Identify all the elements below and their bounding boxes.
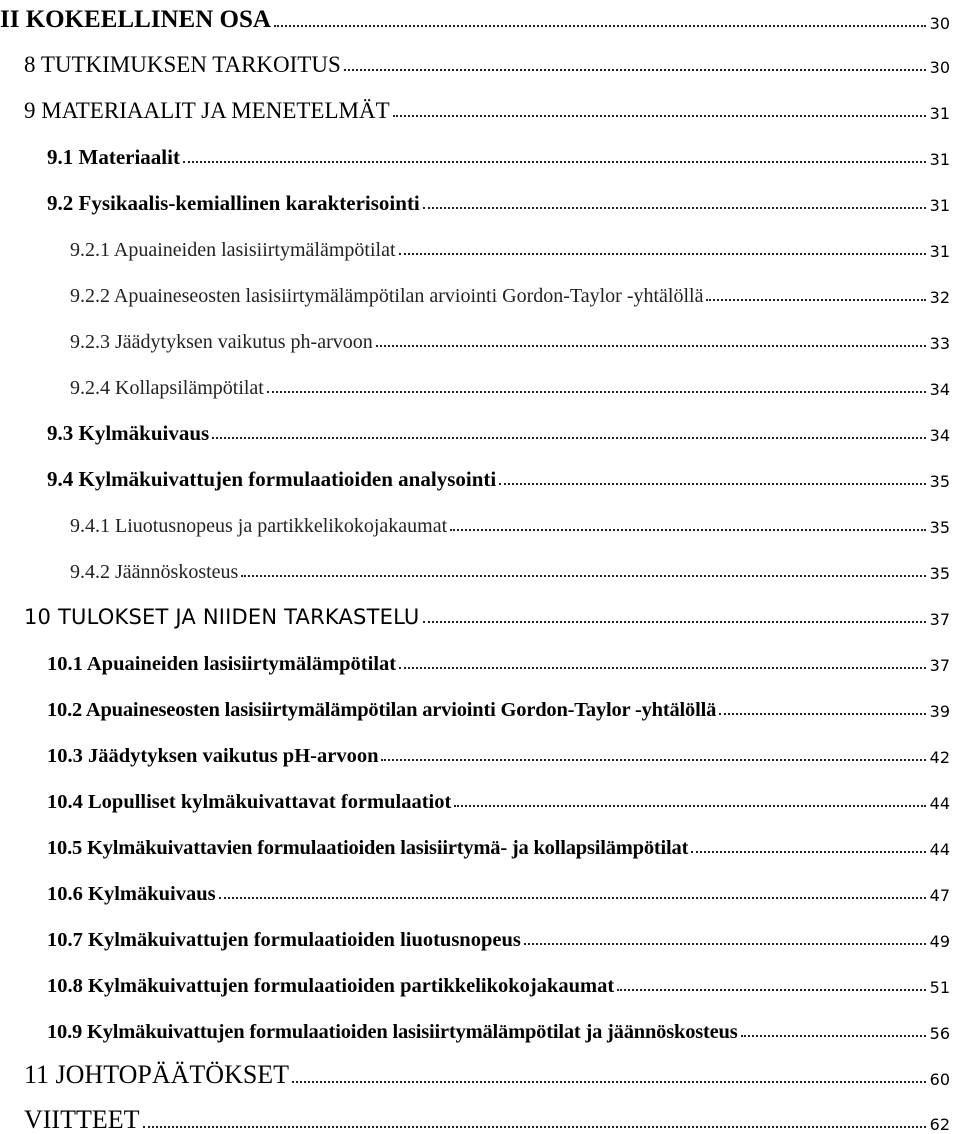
- toc-entry[interactable]: [0, 122, 960, 168]
- toc-entry[interactable]: [0, 950, 960, 996]
- dot-leader: [706, 299, 925, 301]
- dot-leader: [143, 1126, 926, 1128]
- toc-entry-page: 37: [929, 656, 950, 675]
- toc-entry-title: 11 JOHTOPÄÄTÖKSET: [24, 1060, 290, 1089]
- toc-entry-title: 10.4 Lopulliset kylmäkuivattavat formulaatiot: [47, 790, 452, 813]
- toc-entry-title: 9.2.3 Jäädytyksen vaikutus ph-arvoon: [70, 331, 373, 353]
- toc-entry[interactable]: [0, 1042, 960, 1088]
- toc-entry-title: 10.9 Kylmäkuivattujen formulaatioiden lasisiirtymälämpötilat ja jäännöskosteus: [47, 1020, 738, 1043]
- toc-entry[interactable]: [0, 398, 960, 444]
- toc-entry-page: 56: [929, 1024, 950, 1043]
- toc-entry-title: 10.3 Jäädytyksen vaikutus pH-arvoon: [47, 744, 379, 767]
- dot-leader: [381, 759, 925, 761]
- toc-entry-title: 9.2.4 Kollapsilämpötilat: [70, 377, 264, 399]
- dot-leader: [267, 391, 926, 393]
- toc-entry[interactable]: [0, 812, 960, 858]
- dot-leader: [241, 575, 925, 577]
- toc-entry-page: 60: [929, 1070, 950, 1089]
- toc-entry-title: 9.2 Fysikaalis-kemiallinen karakterisointi: [47, 191, 420, 215]
- toc-entry-page: 62: [929, 1115, 950, 1134]
- toc-entry-page: 33: [929, 334, 950, 353]
- toc-entry-page: 37: [929, 610, 950, 629]
- dot-leader: [450, 529, 925, 531]
- toc-entry-title: II KOKEELLINEN OSA: [0, 6, 271, 33]
- dot-leader: [399, 253, 926, 255]
- toc-entry-title: 10.2 Apuaineseosten lasisiirtymälämpötilan arviointi Gordon-Taylor -yhtälöllä: [47, 698, 717, 721]
- toc-entry[interactable]: [0, 260, 960, 306]
- toc-entry-title: 9.2.2 Apuaineseosten lasisiirtymälämpötilan arviointi Gordon-Taylor -yhtälöllä: [70, 285, 704, 307]
- toc-entry[interactable]: [0, 996, 960, 1042]
- toc-entry-page: 35: [929, 518, 950, 537]
- dot-leader: [393, 115, 926, 117]
- toc-entry[interactable]: [0, 30, 960, 76]
- toc-entry[interactable]: [0, 1087, 960, 1133]
- toc-entry-page: 35: [929, 564, 950, 583]
- toc-entry[interactable]: [0, 76, 960, 122]
- toc-entry-page: 30: [929, 14, 950, 33]
- toc-entry[interactable]: [0, 352, 960, 398]
- dot-leader: [719, 713, 926, 715]
- toc-entry-title: 8 TUTKIMUKSEN TARKOITUS: [24, 52, 341, 77]
- dot-leader: [423, 207, 926, 209]
- dot-leader: [219, 897, 926, 899]
- dot-leader: [524, 943, 926, 945]
- toc-entry-title: VIITTEET: [24, 1105, 140, 1134]
- toc-entry-title: 9.4.2 Jäännöskosteus: [70, 561, 239, 583]
- dot-leader: [617, 989, 925, 991]
- toc-entry-page: 51: [929, 978, 950, 997]
- dot-leader: [376, 345, 926, 347]
- toc-entry-title: 9.4.1 Liuotusnopeus ja partikkelikokojakaumat: [70, 515, 448, 537]
- dot-leader: [691, 851, 925, 853]
- toc-entry-page: 39: [929, 702, 950, 721]
- toc-entry-title: 9.1 Materiaalit: [47, 145, 180, 169]
- toc-entry-title: 9.4 Kylmäkuivattujen formulaatioiden analysointi: [47, 467, 497, 491]
- toc-entry-page: 35: [929, 472, 950, 491]
- toc-entry-title: 10.6 Kylmäkuivaus: [47, 882, 216, 905]
- toc-entry-title: 9.2.1 Apuaineiden lasisiirtymälämpötilat: [70, 239, 396, 261]
- toc-entry-title: 10.1 Apuaineiden lasisiirtymälämpötilat: [47, 652, 397, 675]
- toc-entry-page: 31: [929, 196, 950, 215]
- toc-entry[interactable]: [0, 306, 960, 352]
- dot-leader: [399, 667, 926, 669]
- toc-entry[interactable]: [0, 214, 960, 260]
- dot-leader: [741, 1035, 926, 1037]
- toc-entry[interactable]: [0, 582, 960, 628]
- toc-entry-page: 42: [929, 748, 950, 767]
- toc-entry-page: 44: [929, 840, 950, 859]
- toc-entry-page: 31: [929, 242, 950, 261]
- toc-entry-title: 10.5 Kylmäkuivattavien formulaatioiden lasisiirtymä- ja kollapsilämpötilat: [47, 836, 689, 859]
- toc-entry[interactable]: [0, 444, 960, 490]
- toc-entry[interactable]: [0, 168, 960, 214]
- dot-leader: [454, 805, 925, 807]
- toc-entry[interactable]: [0, 0, 960, 32]
- toc-entry-page: 34: [929, 380, 950, 399]
- toc-entry-page: 30: [929, 58, 950, 77]
- toc-entry[interactable]: [0, 628, 960, 674]
- toc-entry[interactable]: [0, 490, 960, 536]
- dot-leader: [212, 437, 925, 439]
- toc-entry-page: 47: [929, 886, 950, 905]
- toc-entry-page: 32: [929, 288, 950, 307]
- toc-entry-title: 9.3 Kylmäkuivaus: [47, 421, 210, 445]
- toc-entry[interactable]: [0, 766, 960, 812]
- toc-entry-page: 34: [929, 426, 950, 445]
- dot-leader: [183, 161, 926, 163]
- toc-entry-page: 31: [929, 150, 950, 169]
- dot-leader: [344, 69, 926, 71]
- toc-entry-title: 10.8 Kylmäkuivattujen formulaatioiden partikkelikokojakaumat: [47, 974, 615, 997]
- toc-entry[interactable]: [0, 858, 960, 904]
- dot-leader: [423, 621, 926, 623]
- dot-leader: [274, 25, 926, 27]
- toc-entry[interactable]: [0, 720, 960, 766]
- toc-entry-title: 10.7 Kylmäkuivattujen formulaatioiden liuotusnopeus: [47, 928, 521, 951]
- toc-entry-title: 9 MATERIAALIT JA MENETELMÄT: [24, 98, 390, 123]
- toc-entry-page: 31: [929, 104, 950, 123]
- toc-entry-page: 49: [929, 932, 950, 951]
- dot-leader: [292, 1081, 926, 1083]
- toc-entry[interactable]: [0, 536, 960, 582]
- toc-entry[interactable]: [0, 904, 960, 950]
- toc-entry-title: 10 TULOKSET JA NIIDEN TARKASTELU: [24, 605, 420, 629]
- toc-entry[interactable]: [0, 674, 960, 720]
- dot-leader: [499, 483, 925, 485]
- toc-entry-page: 44: [929, 794, 950, 813]
